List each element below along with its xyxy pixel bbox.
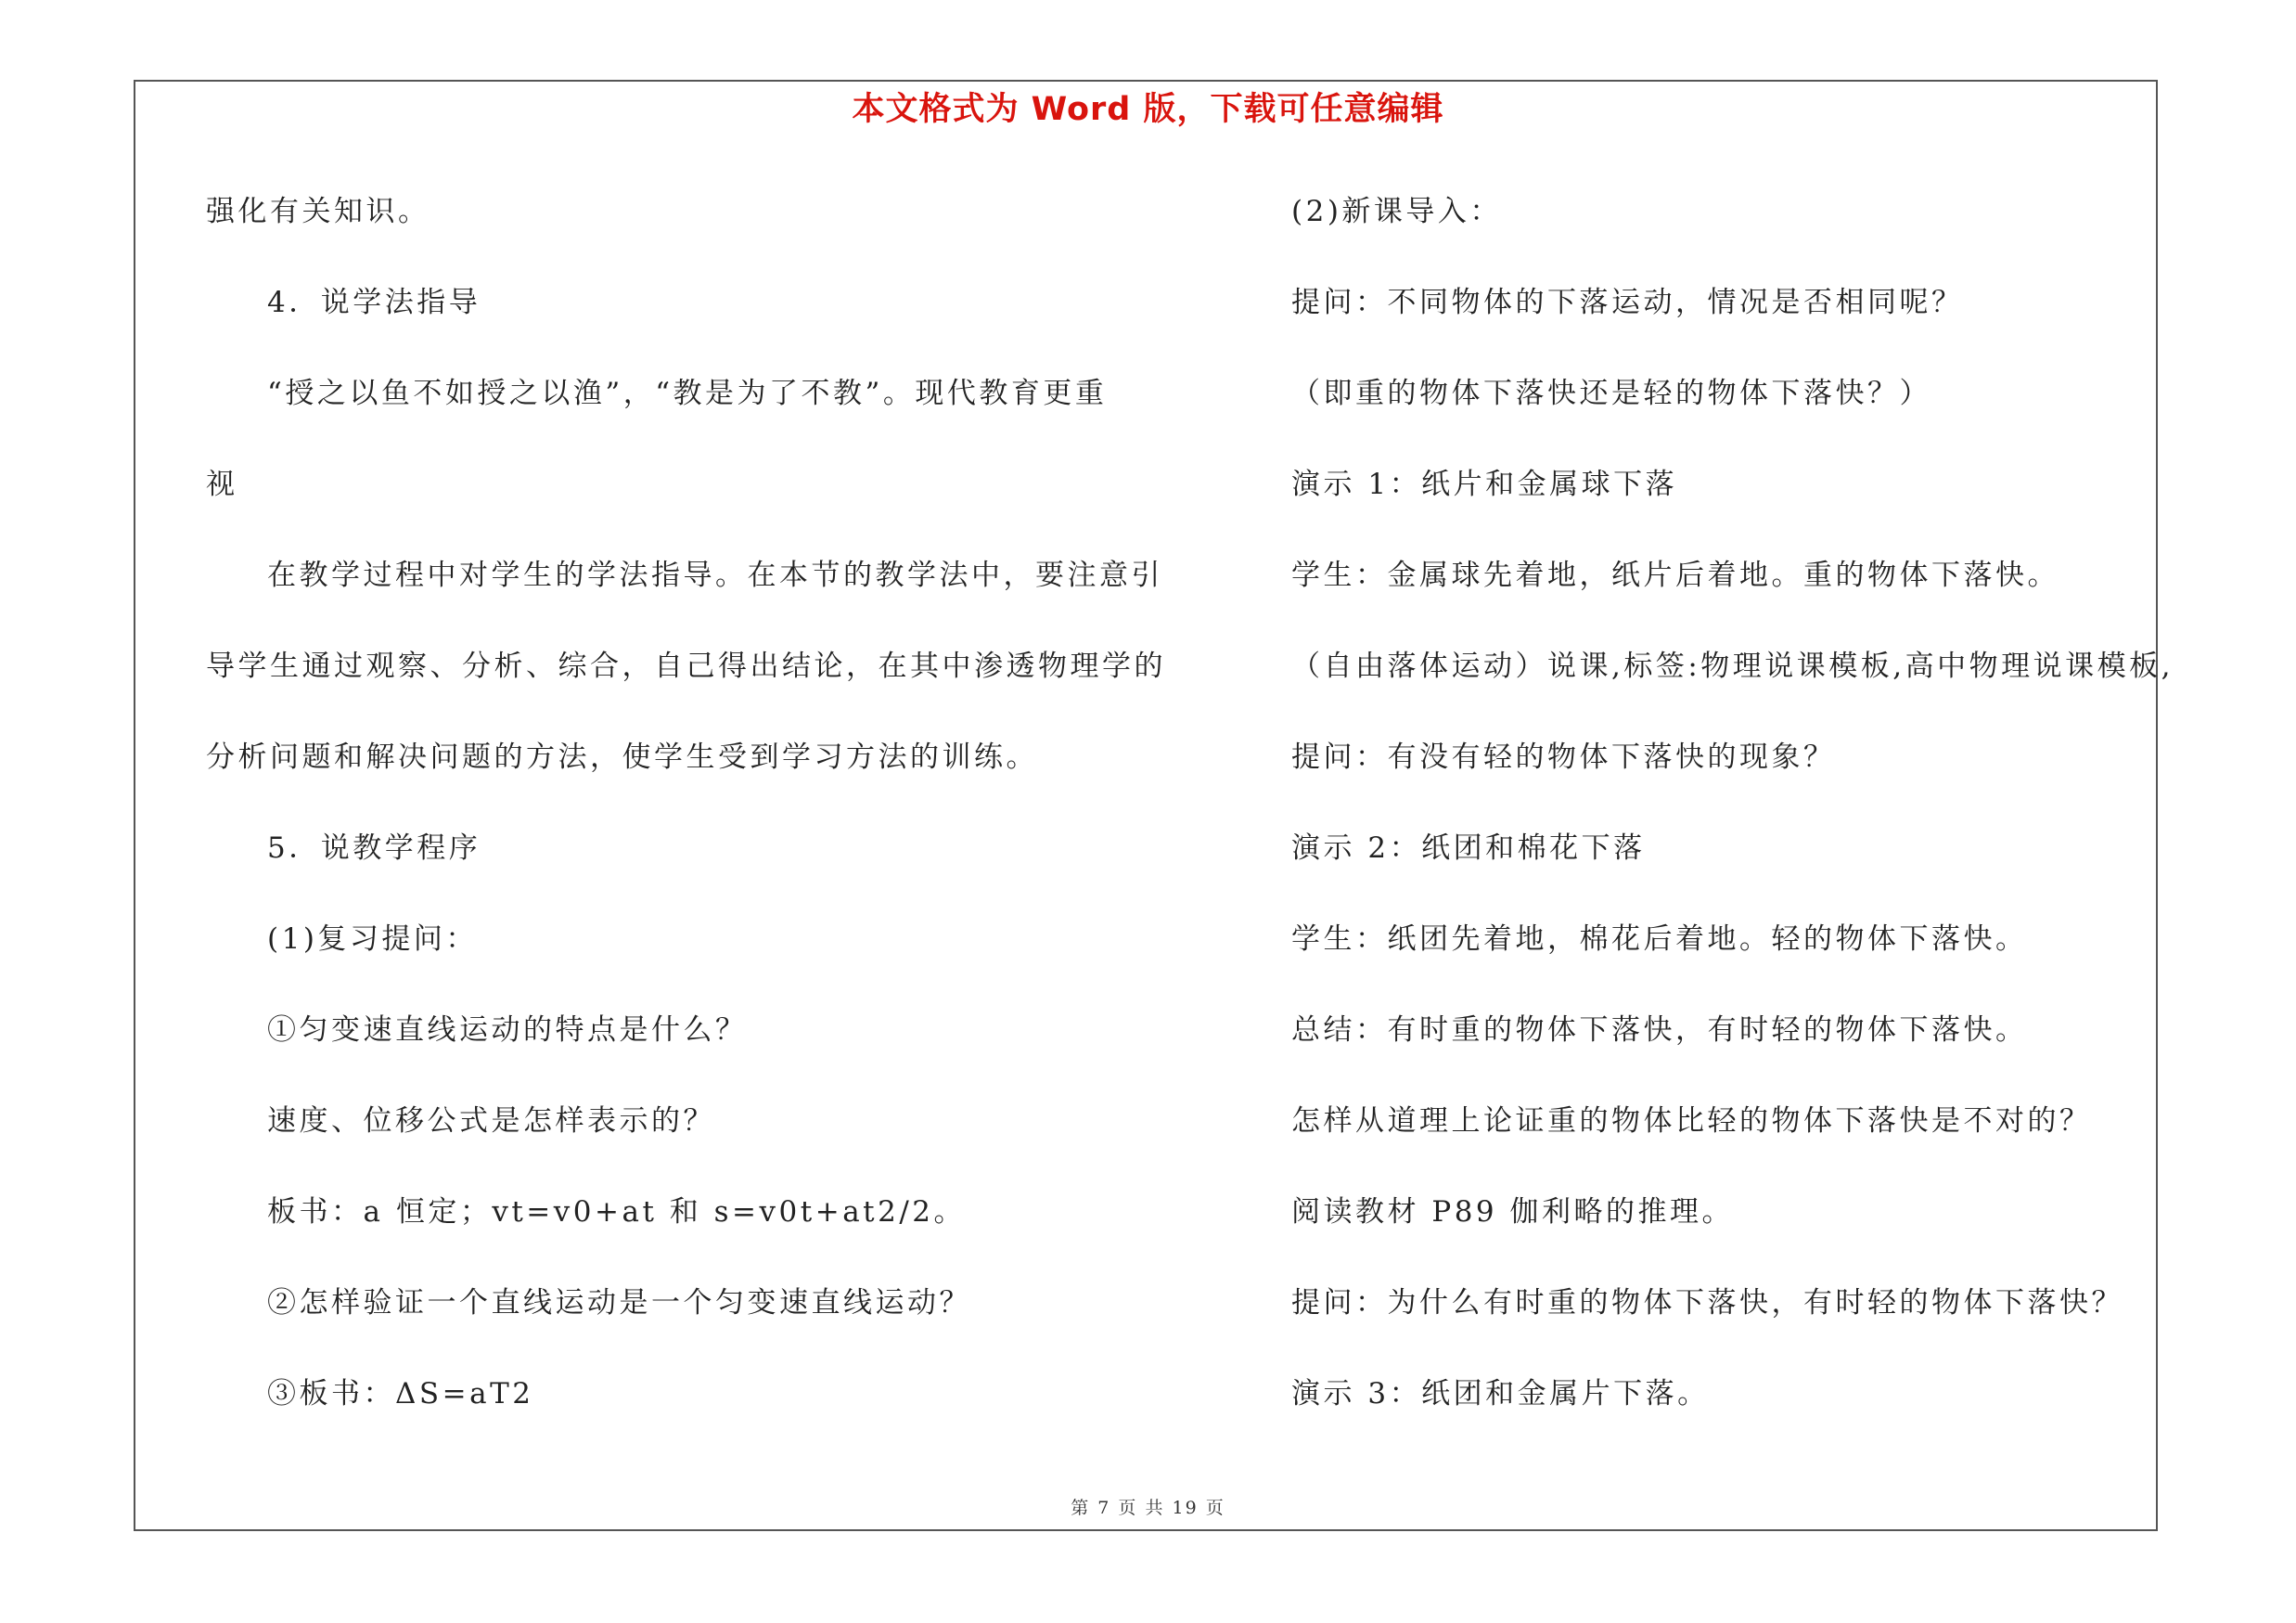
word-format-banner: 本文格式为 Word 版，下载可任意编辑 xyxy=(852,91,1444,128)
paragraph-line: （自由落体运动）说课,标签:物理说课模板,高中物理说课模板, xyxy=(1291,650,2174,683)
subsection-heading: (2)新课导入： xyxy=(1291,195,1502,228)
subsection-heading: (1)复习提问： xyxy=(267,922,478,956)
paragraph-line: 怎样从道理上论证重的物体比轻的物体下落快是不对的？ xyxy=(1291,1104,2092,1138)
paragraph-line: 总结：有时重的物体下落快，有时轻的物体下落快。 xyxy=(1291,1013,2028,1047)
section-heading: 4．说学法指导 xyxy=(267,286,481,319)
formula-line: 板书：a 恒定；vt=v0+at 和 s=v0t+at2/2。 xyxy=(267,1195,967,1229)
paragraph-line: 提问：不同物体的下落运动，情况是否相同呢？ xyxy=(1291,286,1964,319)
page-number: 第 7 页 共 19 页 xyxy=(1071,1498,1225,1518)
paragraph-line: 提问：为什么有时重的物体下落快，有时轻的物体下落快？ xyxy=(1291,1286,2123,1320)
question-line: ①匀变速直线运动的特点是什么？ xyxy=(267,1013,748,1047)
paragraph-line: 阅读教材 P89 伽利略的推理。 xyxy=(1291,1195,1735,1229)
paragraph-line: 提问：有没有轻的物体下落快的现象？ xyxy=(1291,741,1836,774)
paragraph-line: 演示 1：纸片和金属球下落 xyxy=(1291,468,1678,501)
paragraph-line: 学生：金属球先着地，纸片后着地。重的物体下落快。 xyxy=(1291,559,2059,592)
paragraph-line: 学生：纸团先着地，棉花后着地。轻的物体下落快。 xyxy=(1291,922,2028,956)
question-line: ②怎样验证一个直线运动是一个匀变速直线运动？ xyxy=(267,1286,971,1320)
paragraph-line: 导学生通过观察、分析、综合，自己得出结论，在其中渗透物理学的 xyxy=(206,650,1166,683)
paragraph-line: （即重的物体下落快还是轻的物体下落快？） xyxy=(1291,377,1931,410)
paragraph-line: 视 xyxy=(206,468,238,501)
paragraph-line: 分析问题和解决问题的方法，使学生受到学习方法的训练。 xyxy=(206,741,1038,774)
paragraph-line: 在教学过程中对学生的学法指导。在本节的教学法中，要注意引 xyxy=(267,559,1163,592)
paragraph-line: 演示 3：纸团和金属片下落。 xyxy=(1291,1377,1710,1410)
paragraph-line: 演示 2：纸团和棉花下落 xyxy=(1291,831,1646,865)
section-heading: 5．说教学程序 xyxy=(267,831,481,865)
question-line: 速度、位移公式是怎样表示的？ xyxy=(267,1104,715,1138)
paragraph-line: “授之以鱼不如授之以渔”，“教是为了不教”。现代教育更重 xyxy=(267,377,1108,410)
formula-line: ③板书：ΔS=aT2 xyxy=(267,1377,534,1410)
paragraph-line: 强化有关知识。 xyxy=(206,195,430,228)
